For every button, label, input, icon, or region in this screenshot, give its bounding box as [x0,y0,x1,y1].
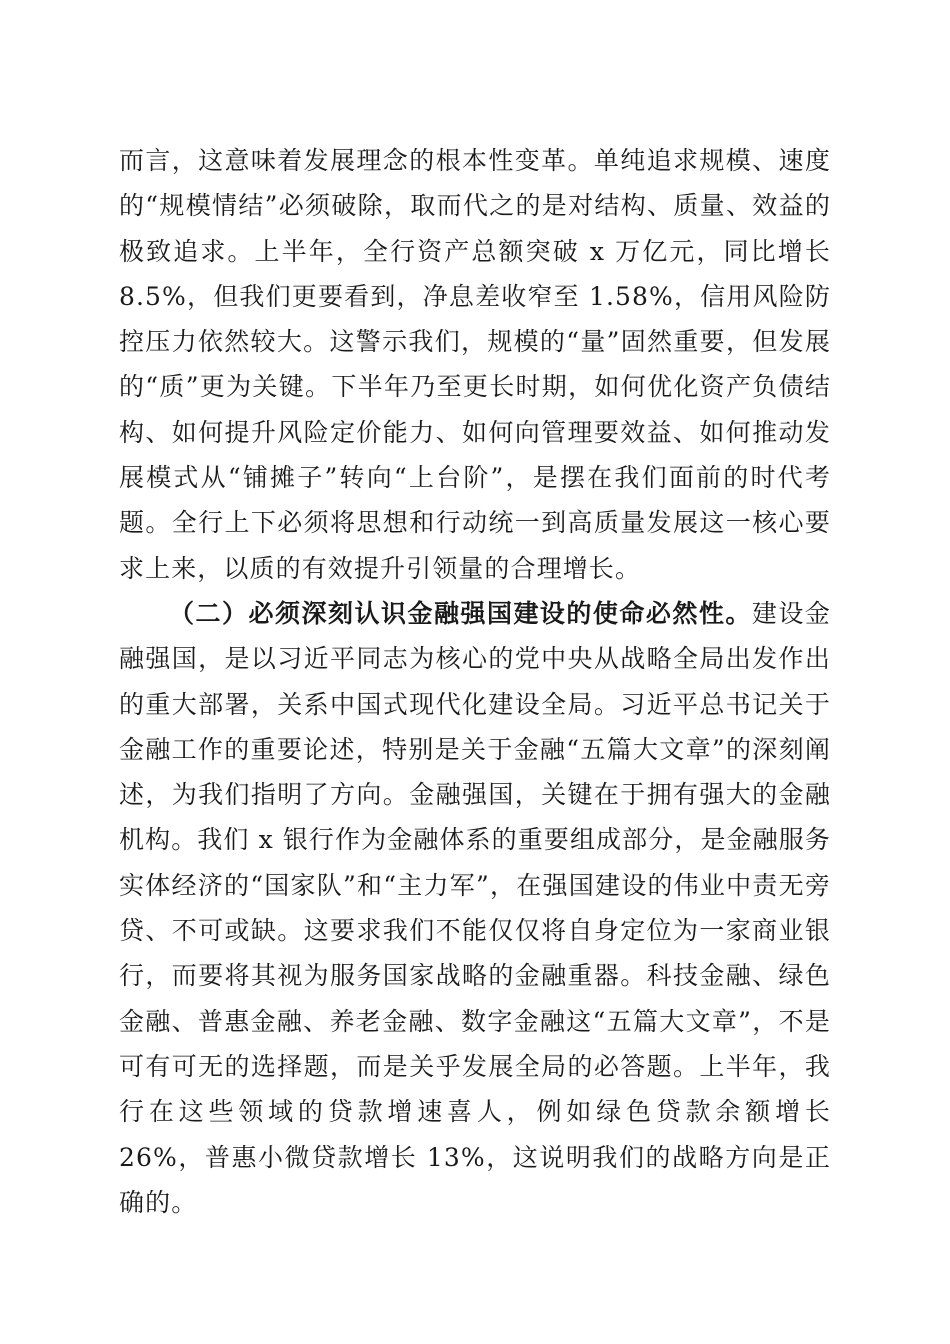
paragraph-continuation: 而言，这意味着发展理念的根本性变革。单纯追求规模、速度的“规模情结”必须破除，取而代之的是对结构、质量、效益的极致追求。上半年，全行资产总额突破 x 万亿元，同比增长 8.5%，但我们更要看到，净息差收窄至 1.58%，信用风险防控压力依然较大。这警示我们，规模的“量”固然重要，但发展的“质”更为关键。下半年乃至更长时期，如何优化资产负债结构、如何提升风险定价能力、如何向管理要效益、如何推动发展模式从“铺摊子”转向“上台阶”，是摆在我们面前的时代考题。全行上下必须将思想和行动统一到高质量发展这一核心要求上来，以质的有效提升引领量的合理增长。 [119,146,831,583]
document-page [119,138,831,1225]
section-body: 建设金融强国，是以习近平同志为核心的党中央从战略全局出发作出的重大部署，关系中国式现代化建设全局。习近平总书记关于金融工作的重要论述，特别是关于金融“五篇大文章”的深刻阐述，为我们指明了方向。金融强国，关键在于拥有强大的金融机构。我们 x 银行作为金融体系的重要组成部分，是金融服务实体经济的“国家队”和“主力军”，在强国建设的伟业中责无旁贷、不可或缺。这要求我们不能仅仅将自身定位为一家商业银行，而要将其视为服务国家战略的金融重器。科技金融、绿色金融、普惠金融、养老金融、数字金融这“五篇大文章”，不是可有可无的选择题，而是关乎发展全局的必答题。上半年，我行在这些领域的贷款增速喜人，例如绿色贷款余额增长 26%，普惠小微贷款增长 13%，这说明我们的战略方向是正确的。 [119,598,831,1217]
paragraph-section-two [119,591,831,1225]
section-heading: （二）必须深刻认识金融强国建设的使命必然性。 [169,598,752,628]
